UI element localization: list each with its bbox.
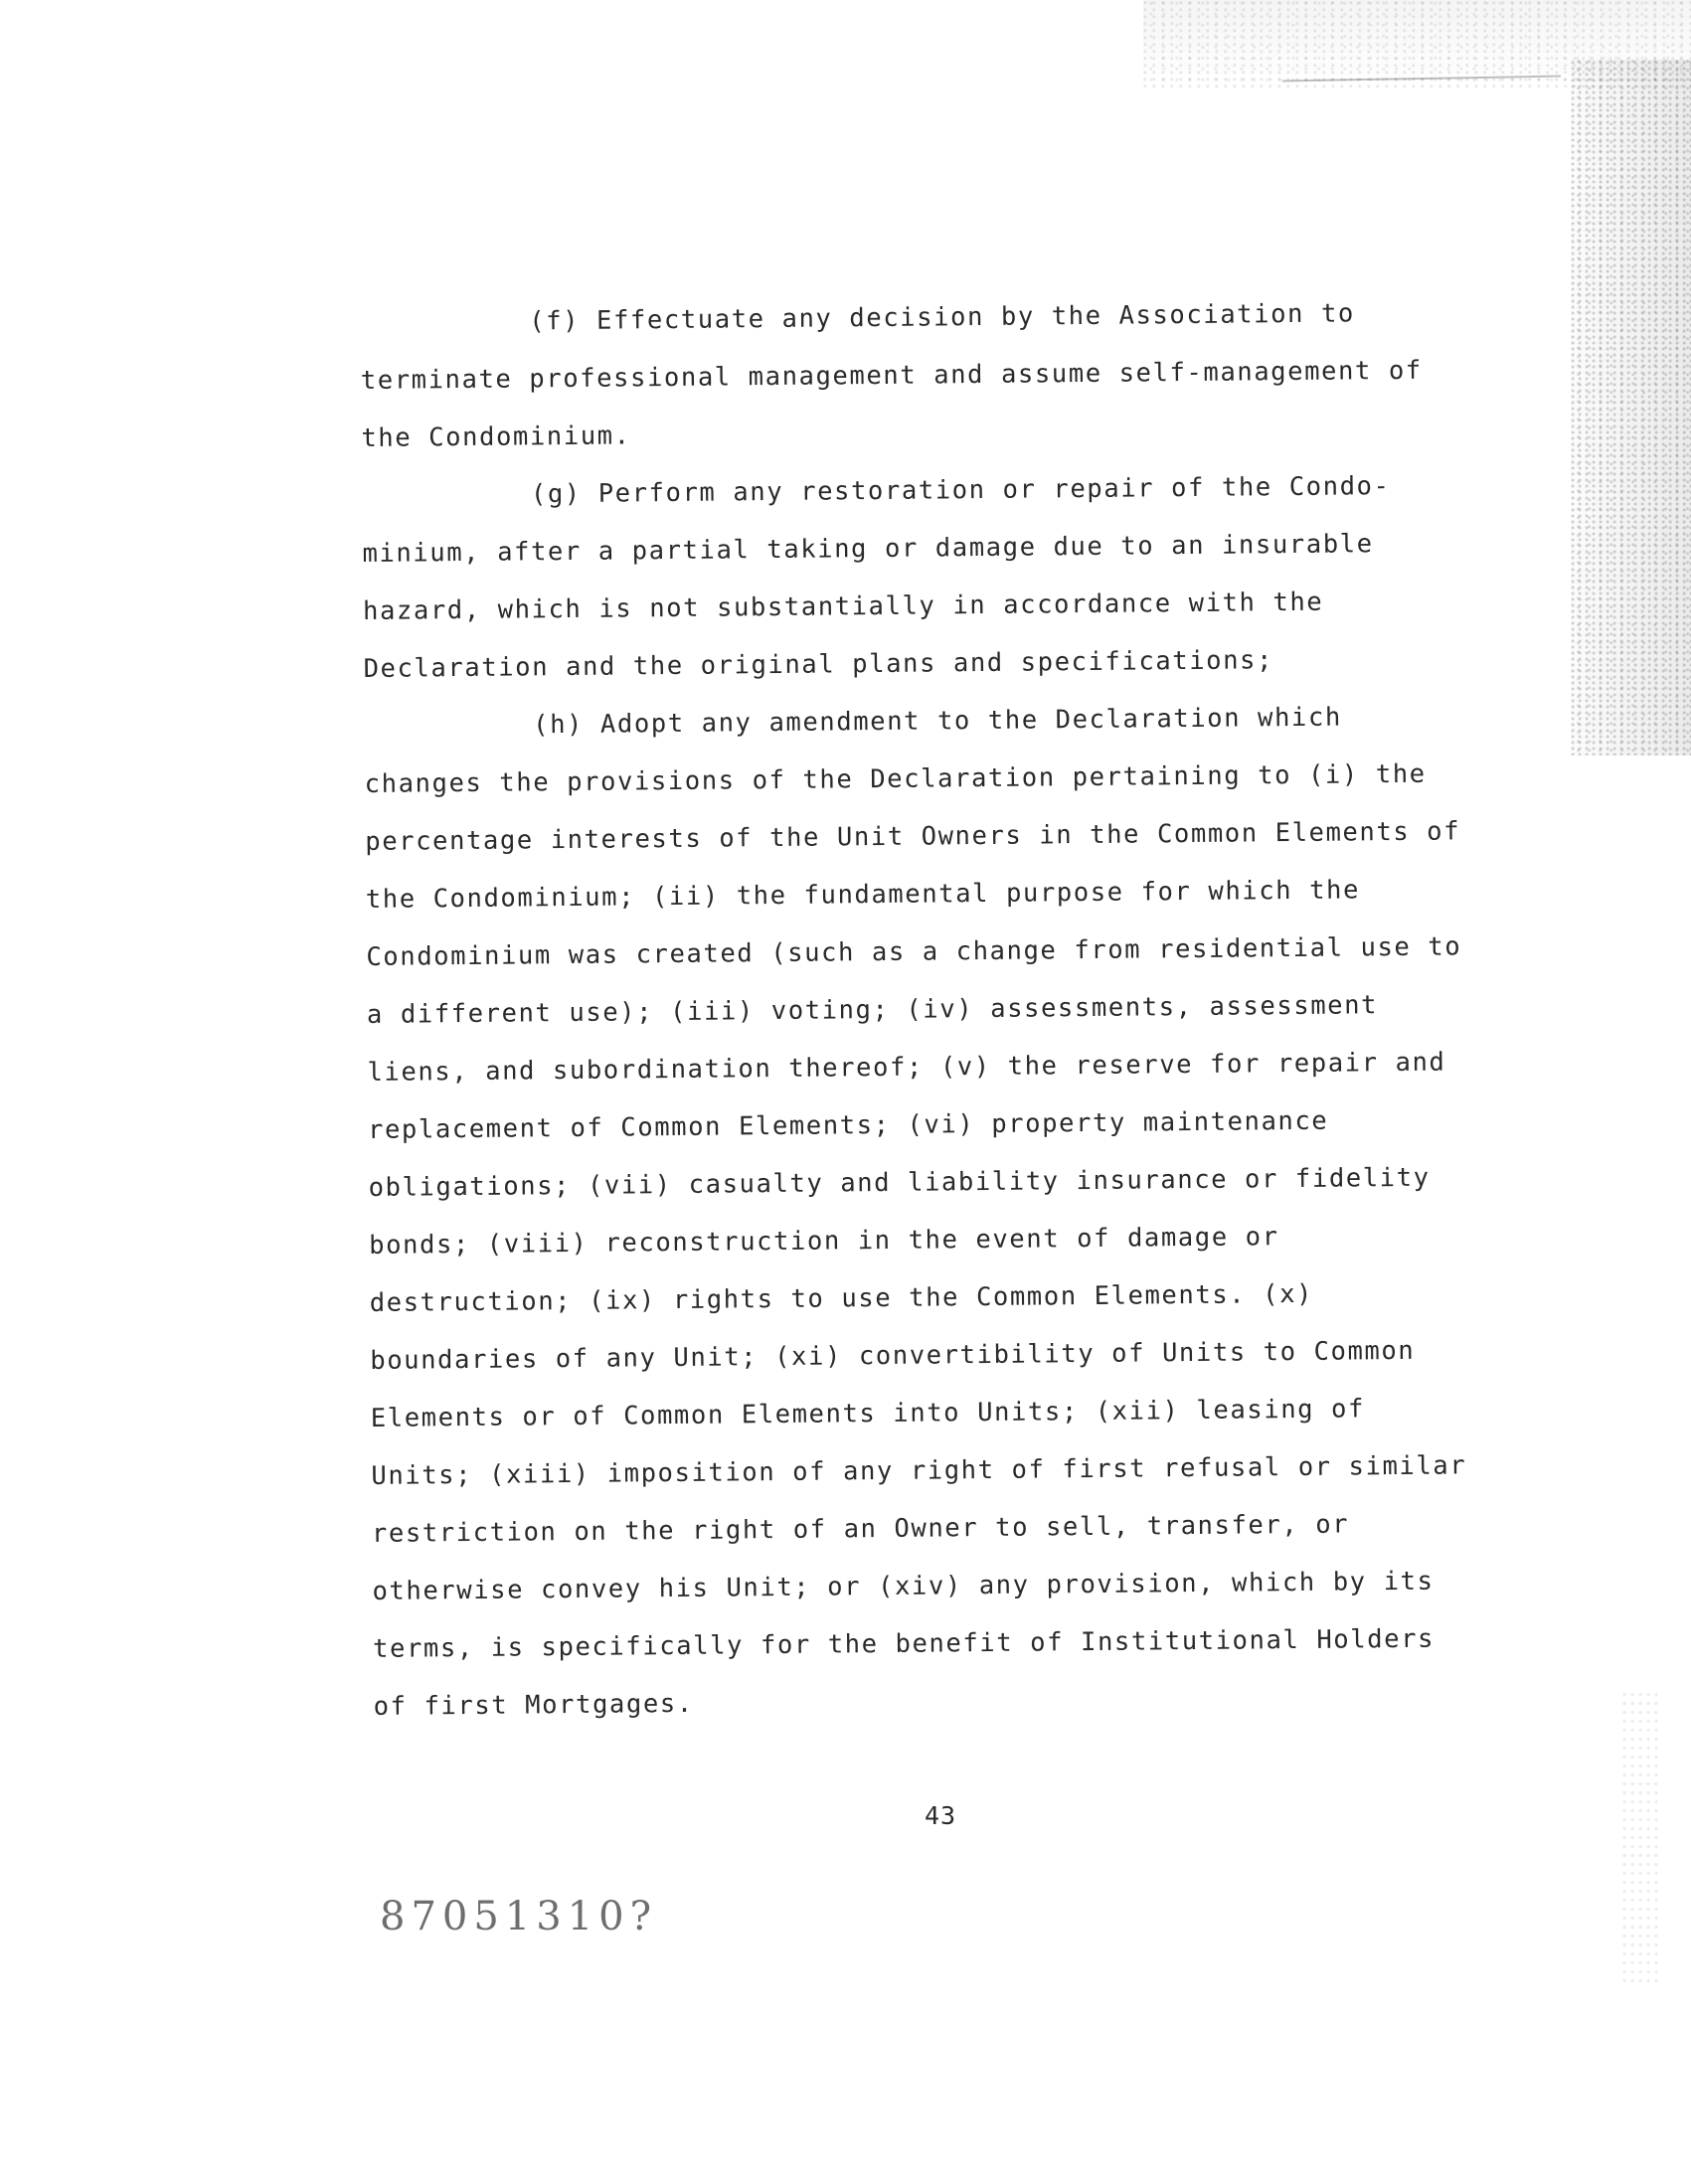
text-line: the Condominium; (ii) the fundamental purpose for which the [365, 875, 1361, 915]
scan-noise-right [1571, 60, 1691, 756]
text-line: percentage interests of the Unit Owners in the Common Elements of [365, 816, 1461, 857]
scan-noise-right-lower [1620, 1690, 1660, 1988]
text-line: obligations; (vii) casualty and liability insurance or fidelity [368, 1162, 1431, 1203]
text-line: of first Mortgages. [373, 1688, 694, 1722]
text-line: (h) Adopt any amendment to the Declaration which [533, 702, 1342, 741]
text-line: terms, is specifically for the benefit of Institutional Holders [372, 1623, 1436, 1664]
text-line: Condominium was created (such as a change from residential use to [366, 931, 1462, 972]
paragraph-h [364, 687, 1517, 1736]
text-line: (f) Effectuate any decision by the Association to [529, 298, 1356, 337]
paragraph-f [360, 283, 1505, 467]
text-line: changes the provisions of the Declaration pertaining to (i) the [364, 758, 1427, 799]
text-line: Declaration and the original plans and specifications; [363, 645, 1274, 684]
text-line: a different use); (iii) voting; (iv) assessments, assessment [366, 990, 1379, 1030]
text-line: liens, and subordination thereof; (v) the reserve for repair and [367, 1047, 1446, 1088]
text-line: Units; (xiii) imposition of any right of first refusal or similar [371, 1450, 1467, 1491]
text-line: destruction; (ix) rights to use the Common Elements. (x) [369, 1278, 1314, 1318]
text-line: terminate professional management and assume self-management of [360, 355, 1423, 396]
text-line: the Condominium. [361, 420, 631, 453]
text-line: hazard, which is not substantially in accordance with the [362, 587, 1324, 626]
document-body [360, 283, 1517, 1736]
text-line: minium, after a partial taking or damage due to an insurable [362, 529, 1374, 569]
page-number: 43 [925, 1801, 957, 1830]
paragraph-g [362, 456, 1507, 698]
text-line: boundaries of any Unit; (xi) convertibility of Units to Common [370, 1335, 1416, 1376]
text-line: restriction on the right of an Owner to sell, transfer, or [371, 1509, 1350, 1549]
text-line: otherwise convey his Unit; or (xiv) any provision, which by its [372, 1566, 1435, 1606]
document-number: 87051310? [380, 1894, 658, 1939]
text-line: Elements or of Common Elements into Units; (xii) leasing of [370, 1394, 1366, 1433]
text-line: replacement of Common Elements; (vi) property maintenance [367, 1105, 1329, 1145]
text-line: bonds; (viii) reconstruction in the event of damage or [369, 1222, 1279, 1260]
text-line: (g) Perform any restoration or repair of the Condo- [530, 471, 1391, 510]
